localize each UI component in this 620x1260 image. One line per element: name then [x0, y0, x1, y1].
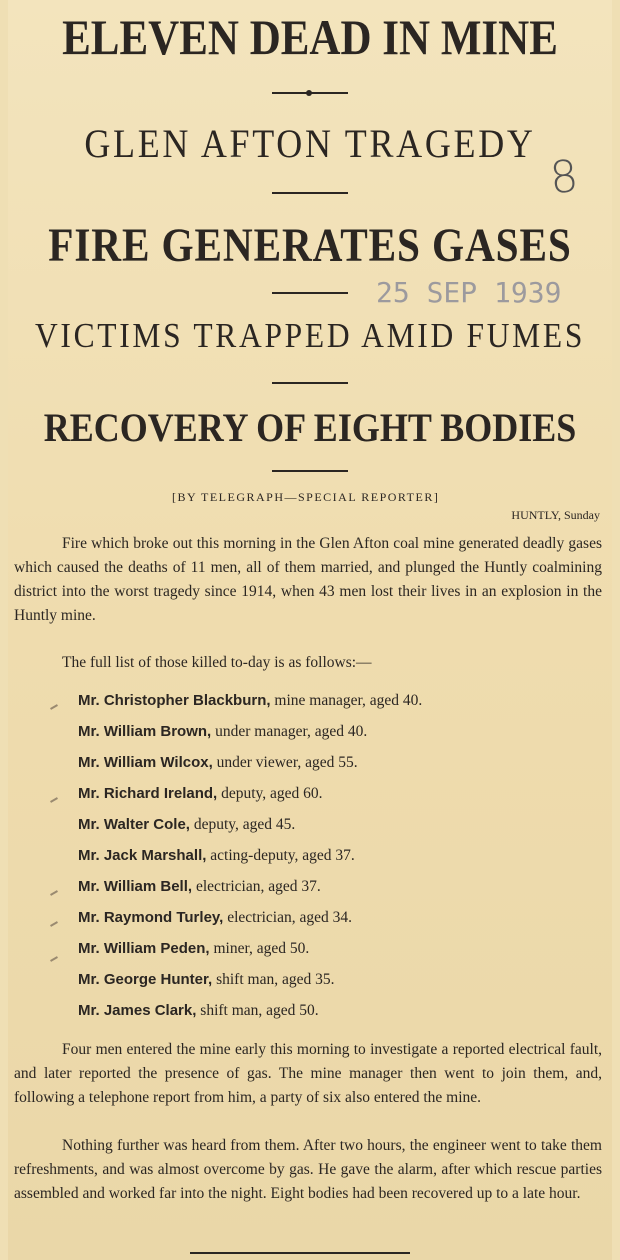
list-item [78, 971, 334, 1001]
list-item [78, 785, 323, 815]
victim-detail: deputy, aged 45. [189, 816, 296, 833]
headline-recovery: RECOVERY OF EIGHT BODIES [43, 405, 577, 450]
list-item [78, 878, 321, 908]
victim-name: Mr. William Bell, [78, 878, 193, 895]
list-item [78, 940, 309, 970]
list-item [78, 847, 355, 877]
victim-detail: shift man, aged 35. [212, 971, 335, 988]
victim-detail: electrician, aged 37. [192, 878, 321, 895]
victim-name: Mr. Jack Marshall, [78, 847, 207, 864]
victim-detail: electrician, aged 34. [223, 909, 352, 926]
victim-name: Mr. George Hunter, [78, 971, 213, 988]
victim-name: Mr. James Clark, [78, 1002, 197, 1019]
victim-name: Mr. Richard Ireland, [78, 785, 218, 802]
headline-fire-gases: FIRE GENERATES GASES [48, 219, 572, 272]
divider-rule [272, 92, 348, 94]
handwritten-number: 8 [547, 150, 581, 205]
list-item [78, 723, 367, 753]
headline-main: ELEVEN DEAD IN MINE [62, 9, 558, 65]
list-item [78, 754, 358, 784]
list-item [78, 816, 295, 846]
article-paragraph-1: Fire which broke out this morning in the Glen Afton coal mine generated deadly gases which caused the deaths of 11 men, all of them married, and plunged the Huntly coalmining district into the worst tragedy since 1914, when 43 men lost their lives in an explosion in the Huntly mine. [14, 535, 602, 624]
victim-detail: under viewer, aged 55. [212, 754, 358, 771]
divider-rule [272, 192, 348, 194]
divider-rule [272, 382, 348, 384]
victim-name: Mr. William Wilcox, [78, 754, 213, 771]
list-item [78, 692, 422, 722]
byline: [BY TELEGRAPH—SPECIAL REPORTER] [172, 490, 440, 504]
list-item [78, 1002, 319, 1032]
victim-name: Mr. William Brown, [78, 723, 212, 740]
victim-detail: deputy, aged 60. [217, 785, 323, 802]
article-paragraph-2: Four men entered the mine early this morning to investigate a reported electrical fault, and later reported the presence of gas. The mine manager then went to join them, and, following a telephone report from him, a party of six also entered the mine. [14, 1041, 602, 1106]
divider-rule [272, 470, 348, 472]
headline-glen-afton: GLEN AFTON TRAGEDY [84, 121, 536, 166]
victim-name: Mr. Raymond Turley, [78, 909, 224, 926]
headline-victims-trapped: VICTIMS TRAPPED AMID FUMES [34, 316, 586, 355]
article-paragraph-3: Nothing further was heard from them. After two hours, the engineer went to take them refreshments, and was almost overcome by gas. He gave the alarm, after which rescue parties assembled and worked far into the night. Eight bodies had been recovered up to a late hour. [14, 1137, 602, 1202]
victim-name: Mr. Christopher Blackburn, [78, 692, 271, 709]
divider-rule [190, 1252, 410, 1254]
date-stamp: 25 SEP 1939 [376, 276, 562, 309]
victim-name: Mr. Walter Cole, [78, 816, 190, 833]
victim-list-intro: The full list of those killed to-day is as follows:— [62, 654, 372, 671]
victim-detail: acting-deputy, aged 37. [206, 847, 355, 864]
divider-rule [272, 292, 348, 294]
victim-detail: under manager, aged 40. [211, 723, 368, 740]
dateline: HUNTLY, Sunday [511, 508, 600, 522]
list-item [78, 909, 352, 939]
victim-detail: miner, aged 50. [209, 940, 310, 957]
victim-detail: shift man, aged 50. [196, 1002, 319, 1019]
victim-name: Mr. William Peden, [78, 940, 210, 957]
victim-detail: mine manager, aged 40. [270, 692, 423, 709]
